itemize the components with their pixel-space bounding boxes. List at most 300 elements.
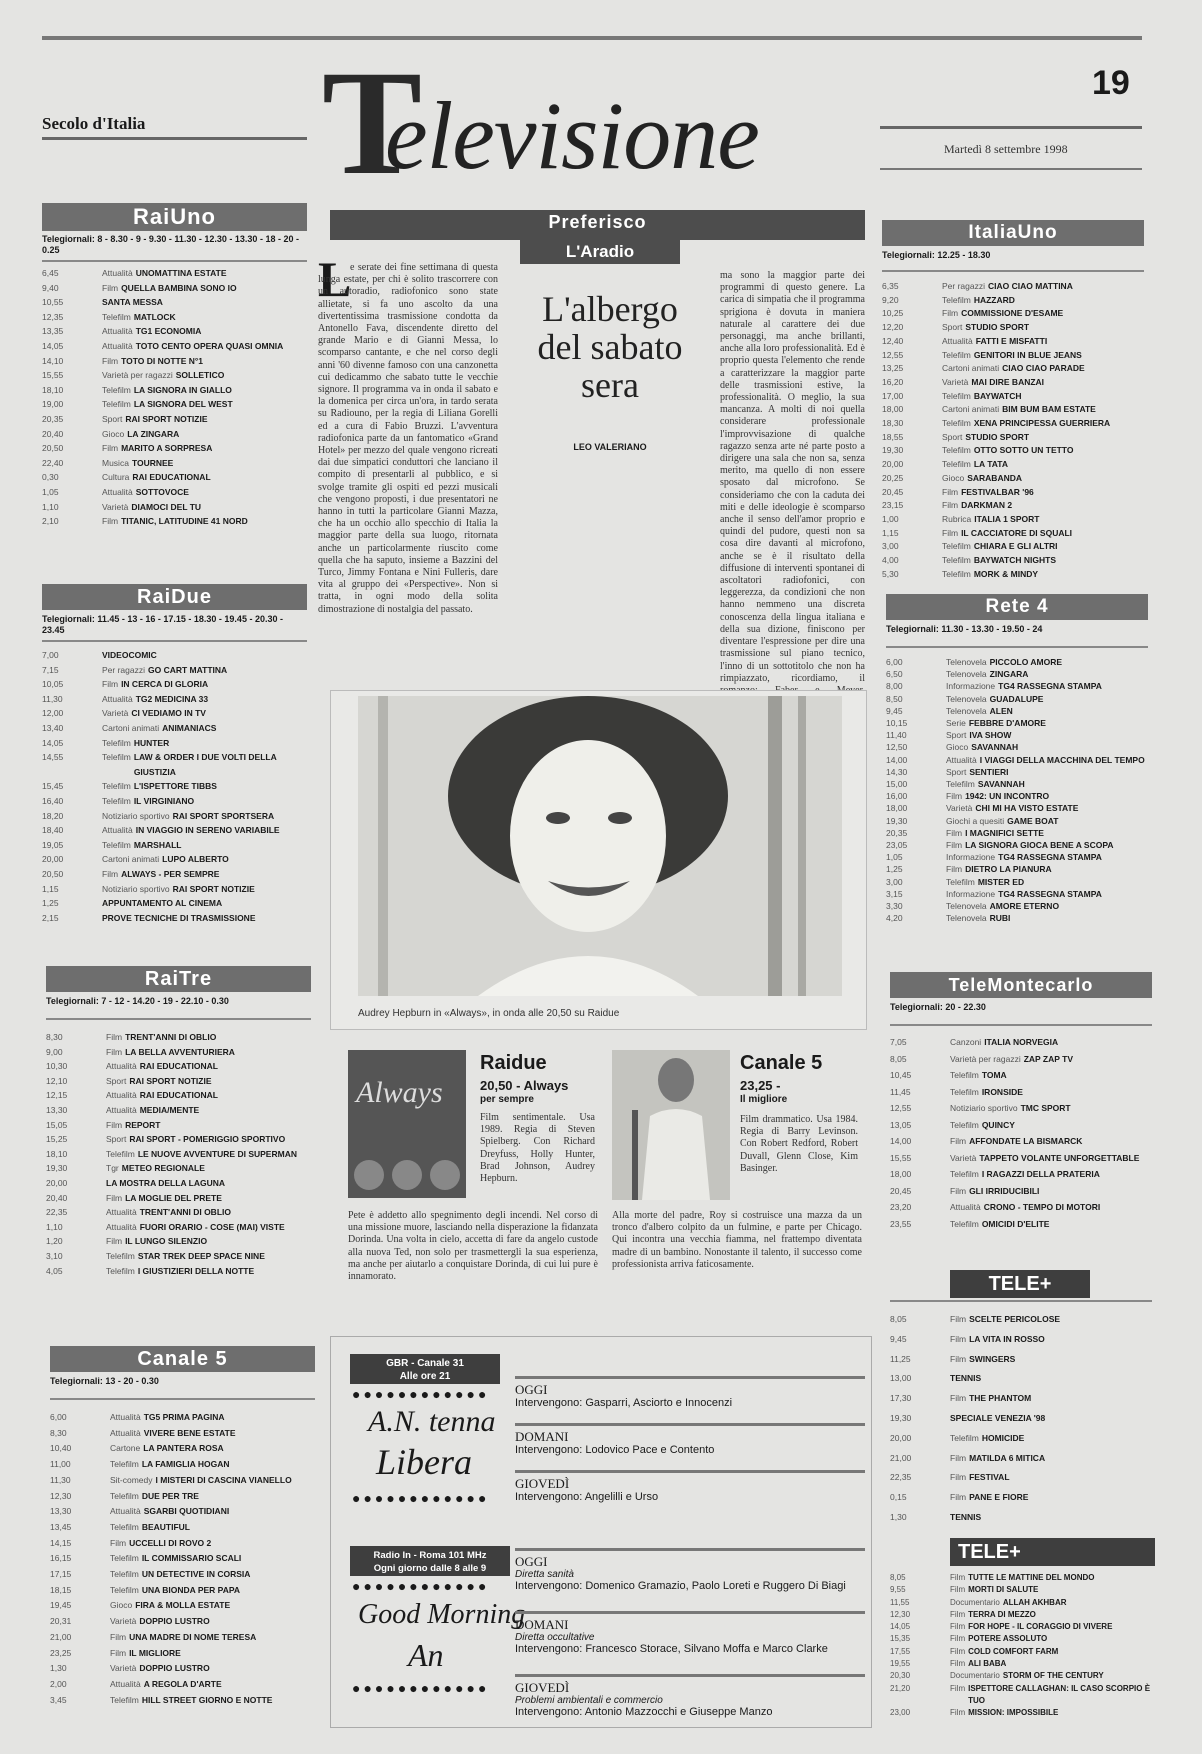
schedule-genre: Film: [946, 864, 963, 875]
schedule-title: BEAUTIFUL: [141, 1521, 190, 1532]
schedule-genre: Cartoni animati: [942, 363, 1000, 374]
schedule-title: TOURNEE: [131, 457, 174, 468]
schedule-title: PICCOLO AMORE: [989, 657, 1063, 667]
schedule-genre: Varietà: [102, 708, 129, 719]
schedule-row: [890, 1067, 1160, 1084]
schedule-row: [42, 514, 312, 529]
schedule-title: L'ISPETTORE TIBBS: [133, 781, 217, 792]
schedule-title: I RAGAZZI DELLA PRATERIA: [981, 1169, 1100, 1179]
schedule-row: [890, 1389, 1160, 1409]
schedule-time: 3,15: [886, 888, 903, 899]
rete4-header: Rete 4: [886, 594, 1148, 620]
schedule-row: [882, 554, 1152, 568]
schedule-time: 11,30: [42, 693, 63, 704]
schedule-time: 18,30: [882, 418, 904, 429]
schedule-time: 11,55: [890, 1597, 910, 1607]
ad2-logo-line1: Good Morning: [358, 1599, 526, 1630]
schedule-row: [890, 1183, 1160, 1200]
schedule-time: 19,30: [882, 445, 904, 456]
schedule-genre: Serie: [946, 718, 966, 729]
schedule-genre: Film: [942, 500, 959, 511]
schedule-title: MORTI DI SALUTE: [968, 1585, 1039, 1595]
schedule-row: [42, 750, 312, 779]
schedule-genre: Gioco: [102, 428, 125, 439]
schedule-title: THE PHANTOM: [969, 1393, 1032, 1404]
schedule-row: [50, 1473, 320, 1489]
schedule-genre: Informazione: [946, 888, 996, 899]
schedule-title: OMICIDI D'ELITE: [981, 1218, 1050, 1229]
schedule-row: [882, 335, 1152, 349]
schedule-genre: Per ragazzi: [102, 664, 145, 675]
schedule-time: 9,45: [886, 705, 903, 716]
schedule-row: [890, 1310, 1160, 1330]
schedule-genre: Film: [950, 1646, 966, 1656]
schedule-title: TG4 RASSEGNA STAMPA: [998, 852, 1102, 863]
schedule-title: MISSION: IMPOSSIBILE: [968, 1708, 1059, 1718]
schedule-row: [50, 1614, 320, 1630]
schedule-time: 20,50: [42, 443, 64, 454]
highlight1-body2: Pete è addetto allo spegnimento degli incendi. Nel corso di una missione muore, lasciando nella disperazione la fidanzata Dorinda. Una volta in cielo, accetta di fare da angelo custode alla nuova Ted, non solo per trasmettergli la sua esperienza, ma anche per aiutarlo a conquistare Dorinda, di cui lui pure è innamorato.: [348, 1210, 598, 1283]
schedule-title: LA SIGNORA IN GIALLO: [133, 384, 232, 395]
schedule-row: [890, 1350, 1160, 1370]
schedule-time: 13,45: [50, 1521, 72, 1532]
schedule-genre: Telefilm: [106, 1148, 135, 1159]
schedule-row: [886, 827, 1156, 839]
schedule-genre: Sport: [946, 730, 967, 741]
canale5-header: Canale 5: [50, 1346, 315, 1372]
schedule-row: [886, 802, 1156, 814]
raitre-tg: Telegiornali: 7 - 12 - 14.20 - 19 - 22.10 - 0.30: [46, 996, 229, 1006]
schedule-title: BAYWATCH: [973, 390, 1022, 401]
schedule-genre: Film: [950, 1136, 967, 1146]
schedule-title: RAI SPORT - POMERIGGIO SPORTIVO: [129, 1134, 286, 1145]
schedule-title: GENITORI IN BLUE JEANS: [973, 349, 1082, 360]
schedule-time: 14,15: [50, 1537, 72, 1548]
schedule-row: [50, 1410, 320, 1426]
schedule-genre: Film: [110, 1631, 127, 1642]
raiuno-schedule: [42, 266, 312, 529]
schedule-title: RAI SPORT SPORTSERA: [172, 810, 275, 821]
schedule-row: [50, 1677, 320, 1693]
schedule-row: [890, 1133, 1160, 1150]
schedule-time: 1,10: [46, 1221, 63, 1232]
schedule-genre: Film: [950, 1314, 967, 1324]
schedule-time: 18,55: [882, 431, 904, 442]
schedule-time: 6,45: [42, 268, 59, 278]
poster-face-1: [354, 1160, 384, 1190]
schedule-row: [42, 368, 312, 383]
schedule-row: [42, 779, 312, 794]
schedule-title: FATTI E MISFATTI: [975, 335, 1048, 346]
schedule-time: 1,15: [882, 527, 899, 538]
schedule-row: [882, 568, 1152, 582]
article-col2: ma sono la maggior parte dei programmi di questo genere. La carica di simpatia che il programma sprigiona è dovuta in maniera naturale al carattere dei due personaggi, ma anche brillanti, anche alla loro professionalità. Ed è proprio questa l'elemento che rende a caratterizzare la maggior parte delle trasmissioni estive, la professionalità. O meglio, la sua mancanza. A molti di noi quella considerare professionale l'improvvisazione di qualche ragazzo senza arte né parte posto a dirigere una sala che non sa, senza merito, ma quello di non essere sposato dal microfono. Se consideriamo che con la caduta dei miti e delle ideologie è scomparso anche il senso dell'amor proprio e quindi del pudore, questi non sa cosa dire davanti al microfono, anche se è il risultato della diffusione di interventi spontanei di ascoltatori radiofonici, con leggerezza, da condizioni che non hanno nemmeno una discreta conoscenza della lingua italiana e della sua dizione, finiscono per diventare l'espressione per dire una trasmissione sul piano tecnico, l'inno di un sottotitolo che non ha rimpiazzato, ricordiamo, il: [720, 270, 865, 684]
schedule-title: UNOMATTINA ESTATE: [135, 268, 227, 278]
schedule-row: [886, 912, 1156, 924]
schedule-title: TRENT'ANNI DI OBLIO: [139, 1207, 231, 1218]
schedule-title: RAI EDUCATIONAL: [132, 472, 211, 483]
ad-day-block: [515, 1376, 865, 1421]
ad-day-guests: Intervengono: Francesco Storace, Silvano Moffa e Marco Clarke: [515, 1643, 828, 1655]
schedule-row: [886, 729, 1156, 741]
schedule-time: 19,30: [890, 1412, 912, 1423]
schedule-title: I GIUSTIZIERI DELLA NOTTE: [137, 1265, 255, 1276]
schedule-row: [882, 527, 1152, 541]
ad-day-guests: Intervengono: Antonio Mazzocchi e Giuseppe Manzo: [515, 1706, 773, 1718]
schedule-title: ITALIA NORVEGIA: [984, 1037, 1059, 1047]
schedule-genre: Telefilm: [106, 1250, 135, 1261]
schedule-row: [890, 1633, 1160, 1645]
schedule-title: MORK & MINDY: [973, 568, 1039, 579]
schedule-row: [50, 1426, 320, 1442]
schedule-row: [890, 1034, 1160, 1051]
schedule-row: [42, 794, 312, 809]
schedule-row: [42, 470, 312, 485]
highlight1-body: Film sentimentale. Usa 1989. Regia di Steven Spielberg. Con Richard Dreyfuss, Holly Hunter, Brad Johnson, Audrey Hepburn.: [480, 1112, 595, 1185]
schedule-genre: Telefilm: [950, 1086, 979, 1097]
schedule-row: [886, 754, 1156, 766]
schedule-genre: Telenovela: [946, 705, 987, 716]
schedule-time: 23,00: [890, 1708, 911, 1718]
schedule-genre: Attualità: [102, 268, 133, 278]
schedule-time: 4,05: [46, 1265, 63, 1276]
schedule-time: 16,15: [50, 1553, 72, 1564]
italiauno-header: ItaliaUno: [882, 220, 1144, 246]
schedule-time: 14,00: [890, 1136, 912, 1146]
schedule-title: PANE E FIORE: [969, 1492, 1029, 1503]
schedule-genre: Film: [950, 1333, 967, 1344]
schedule-row: [882, 280, 1152, 294]
schedule-genre: Attualità: [110, 1506, 141, 1517]
schedule-genre: Film: [942, 486, 959, 497]
schedule-time: 22,35: [46, 1207, 68, 1218]
schedule-row: [886, 900, 1156, 912]
schedule-row: [50, 1661, 320, 1677]
schedule-genre: Telefilm: [102, 839, 131, 850]
schedule-row: [42, 648, 312, 663]
schedule-genre: Attualità: [106, 1207, 137, 1218]
schedule-title: LUPO ALBERTO: [162, 854, 229, 865]
schedule-title: TOMA: [981, 1070, 1007, 1080]
ad-day-label: GIOVEDÌ: [515, 1476, 570, 1491]
schedule-genre: Gioco: [946, 742, 969, 753]
schedule-row: [886, 668, 1156, 680]
audrey-hepburn-photo: [358, 696, 842, 996]
schedule-time: 15,35: [890, 1634, 911, 1644]
always-poster: [348, 1050, 466, 1198]
schedule-genre: Telefilm: [942, 555, 971, 566]
italiauno-tg: Telegiornali: 12.25 - 18.30: [882, 250, 991, 260]
schedule-title: 1942: UN INCONTRO: [965, 791, 1050, 802]
schedule-time: 20,00: [42, 854, 64, 865]
schedule-time: 8,30: [50, 1427, 67, 1438]
schedule-time: 9,55: [890, 1585, 906, 1595]
section-title: elevisione: [385, 82, 759, 189]
schedule-time: 23,25: [50, 1647, 72, 1658]
schedule-row: [890, 1670, 1160, 1682]
schedule-row: [882, 417, 1152, 431]
poster-face-3: [430, 1160, 460, 1190]
schedule-time: 3,45: [50, 1694, 67, 1705]
schedule-genre: Telefilm: [102, 399, 131, 410]
schedule-genre: Telenovela: [946, 693, 987, 704]
schedule-row: [890, 1683, 1160, 1708]
ad-day-guests: Intervengono: Angelilli e Urso: [515, 1491, 659, 1503]
schedule-title: TRENT'ANNI DI OBLIO: [125, 1032, 217, 1042]
schedule-row: [50, 1441, 320, 1457]
schedule-genre: Film: [102, 868, 119, 879]
schedule-title: ALLAH AKHBAR: [1002, 1597, 1067, 1607]
schedule-time: 12,50: [886, 742, 908, 753]
schedule-row: [42, 911, 312, 926]
schedule-genre: Notiziario sportivo: [102, 883, 170, 894]
schedule-row: [42, 809, 312, 824]
schedule-title: MATILDA 6 MITICA: [969, 1452, 1046, 1463]
schedule-title: MATLOCK: [133, 311, 176, 322]
schedule-time: 1,05: [42, 486, 59, 497]
schedule-title: ZAP ZAP TV: [1023, 1053, 1073, 1064]
schedule-genre: Tgr: [106, 1163, 119, 1174]
paper-name: Secolo d'Italia: [42, 114, 146, 133]
schedule-genre: Attualità: [102, 693, 133, 704]
schedule-row: [890, 1508, 1160, 1528]
schedule-row: [886, 839, 1156, 851]
schedule-title: UCCELLI DI ROVO 2: [129, 1537, 212, 1548]
schedule-row: [886, 741, 1156, 753]
poster-face-2: [392, 1160, 422, 1190]
schedule-genre: Telefilm: [950, 1432, 979, 1443]
schedule-time: 21,00: [50, 1631, 72, 1642]
raiuno-rule: [42, 260, 307, 262]
highlight1-subtitle: per sempre: [480, 1094, 534, 1105]
schedule-row: [46, 1030, 316, 1045]
schedule-time: 16,40: [42, 795, 64, 806]
schedule-title: LA SIGNORA GIOCA BENE A SCOPA: [965, 840, 1114, 851]
schedule-title: FEBBRE D'AMORE: [968, 718, 1046, 729]
schedule-title: LA ZINGARA: [127, 428, 180, 439]
schedule-title: ALEN: [989, 705, 1013, 716]
schedule-time: 20,25: [882, 472, 904, 483]
schedule-row: [50, 1583, 320, 1599]
highlight2-time: 23,25 -: [740, 1078, 781, 1093]
ad1-logo-line2: Libera: [376, 1442, 473, 1482]
schedule-title: DOPPIO LUSTRO: [139, 1616, 210, 1627]
schedule-genre: Varietà per ragazzi: [102, 370, 173, 381]
kicker-line1: Preferisco: [548, 212, 647, 232]
schedule-row: [46, 1176, 316, 1191]
schedule-title: MEDIA/MENTE: [139, 1104, 200, 1115]
schedule-genre: Cartoni animati: [942, 404, 1000, 415]
schedule-title: LA MOGLIE DEL PRETE: [125, 1192, 222, 1203]
raidue-schedule: [42, 648, 312, 925]
schedule-row: [886, 680, 1156, 692]
schedule-time: 13,40: [42, 722, 64, 733]
page-date: Martedì 8 settembre 1998: [944, 142, 1068, 156]
schedule-row: [42, 692, 312, 707]
schedule-time: 7,15: [42, 664, 59, 675]
schedule-time: 15,55: [890, 1152, 912, 1163]
photo-caption: Audrey Hepburn in «Always», in onda alle 20,50 su Raidue: [358, 1008, 620, 1019]
schedule-title: IRONSIDE: [981, 1086, 1023, 1097]
schedule-genre: Film: [946, 791, 963, 802]
schedule-title: SCELTE PERICOLOSE: [969, 1314, 1061, 1324]
schedule-row: [42, 427, 312, 442]
schedule-title: IL LUNGO SILENZIO: [125, 1236, 208, 1247]
schedule-time: 4,00: [882, 555, 899, 566]
schedule-row: [886, 876, 1156, 888]
schedule-title: IL MIGLIORE: [129, 1647, 181, 1658]
ad-day-block: [515, 1548, 865, 1609]
schedule-row: [886, 656, 1156, 668]
schedule-row: [46, 1074, 316, 1089]
schedule-row: [50, 1489, 320, 1505]
schedule-time: 12,55: [882, 349, 904, 360]
schedule-time: 3,00: [882, 541, 899, 552]
schedule-genre: Film: [950, 1452, 967, 1463]
schedule-title: SPECIALE VENEZIA '98: [950, 1412, 1046, 1423]
schedule-title: RAI EDUCATIONAL: [139, 1061, 218, 1072]
schedule-title: IL CACCIATORE DI SQUALI: [961, 527, 1073, 538]
schedule-genre: Rubrica: [942, 513, 972, 524]
schedule-title: IN VIAGGIO IN SERENO VARIABILE: [135, 825, 280, 836]
schedule-genre: Gioco: [942, 472, 965, 483]
schedule-genre: Telefilm: [942, 568, 971, 579]
schedule-time: 14,30: [886, 766, 908, 777]
raidue-rule: [42, 640, 307, 642]
schedule-time: 19,05: [42, 839, 64, 850]
schedule-time: 2,15: [42, 912, 59, 923]
schedule-genre: Attualità: [110, 1427, 141, 1438]
article-author: LEO VALERIANO: [573, 442, 647, 452]
schedule-title: TG4 RASSEGNA STAMPA: [998, 681, 1102, 692]
schedule-title: TERRA DI MEZZO: [968, 1609, 1036, 1619]
schedule-title: TUTTE LE MATTINE DEL MONDO: [968, 1573, 1095, 1582]
schedule-row: [882, 307, 1152, 321]
rete4-tg: Telegiornali: 11.30 - 13.30 - 19.50 - 24: [886, 624, 1043, 634]
teleplus1-rule: [890, 1300, 1152, 1302]
schedule-row: [46, 1234, 316, 1249]
schedule-row: [886, 778, 1156, 790]
schedule-genre: Film: [102, 355, 119, 366]
ad2-header-line1: Radio In - Roma 101 MHz: [373, 1550, 487, 1561]
tmc-header: TeleMontecarlo: [890, 972, 1152, 998]
ad2-logo-line2: An: [408, 1637, 444, 1673]
schedule-genre: Attualità: [946, 754, 977, 765]
schedule-row: [890, 1117, 1160, 1134]
schedule-genre: Attualità: [950, 1202, 981, 1212]
article-col1-top: e serate dei fine settimana di questa lunga estate, per chi è solito trascorrere con un autoradio, radiofonico sono state allietate, si fa uno ascolto da una divertentissima trasmissione condotta da Antonello Fava, discendente diretto del grande Mario e di Gianni Messa, lo scomparso cantante, e che nel corso degli anni '60 divenne famoso con una canzonetta cui dedicammo che sabato tutte le vecchie signore. Il programma va in onda il sabato e la domenica per circa un'ora, in tardo serata su Radiouno, per la regia di Liliana Gorelli ed a cura di Fabio Bruzzi. L'avventura radiofonica parte da un fantomatico «Grand Hotel» per mezzo del quale vengono ricreati dai due simpatici conduttori che lanciano il compito di presentarli al pubblico, e si svolge tramite gli ospiti ed pezzi musicali che vengono proposti, i due presentatori ne hanno in tutti la particolare Gianni Mazza, che ha un occhio allo specchio di Italia la maggior parte della sua luogo, ritornata anche un particolarmente riuscito come quella che ha saputo, insieme a Bazzini del Turco, Jimmy Fontana e Nini Fulleris, dare vita al gruppo dei «Perspective». Non si tratta, in ogni modo della solita dimostrazione di nostalgia del passato.: [318, 262, 498, 615]
schedule-genre: Attualità: [102, 486, 133, 497]
schedule-row: [882, 486, 1152, 500]
schedule-row: [50, 1520, 320, 1536]
schedule-time: 12,30: [50, 1490, 72, 1501]
ad-day-topic: Problemi ambientali e commercio: [515, 1695, 663, 1706]
schedule-title: MISTER ED: [977, 876, 1025, 887]
schedule-time: 17,15: [50, 1569, 72, 1580]
schedule-title: TMC SPORT: [1020, 1103, 1071, 1113]
ad2-days: [515, 1548, 865, 1737]
schedule-time: 7,00: [42, 650, 59, 660]
schedule-time: 12,10: [46, 1075, 68, 1086]
schedule-time: 16,20: [882, 376, 904, 387]
schedule-row: [42, 485, 312, 500]
schedule-row: [890, 1468, 1160, 1488]
schedule-genre: Telefilm: [942, 541, 971, 552]
schedule-row: [46, 1103, 316, 1118]
schedule-genre: Telefilm: [946, 779, 975, 790]
teleplus2-header: TELE+: [950, 1538, 1155, 1566]
schedule-title: OTTO SOTTO UN TETTO: [973, 445, 1074, 456]
schedule-title: AMORE ETERNO: [989, 901, 1060, 912]
schedule-row: [46, 1220, 316, 1235]
canale5-rule: [50, 1398, 315, 1400]
schedule-title: PROVE TECNICHE DI TRASMISSIONE: [102, 912, 256, 923]
schedule-row: [890, 1199, 1160, 1216]
schedule-title: A REGOLA D'ARTE: [143, 1678, 222, 1689]
schedule-row: [890, 1488, 1160, 1508]
schedule-time: 14,05: [890, 1622, 911, 1632]
ad-day-label: DOMANI: [515, 1429, 569, 1444]
schedule-title: TG4 RASSEGNA STAMPA: [998, 888, 1102, 899]
schedule-genre: Film: [950, 1492, 967, 1503]
schedule-time: 9,00: [46, 1046, 63, 1057]
schedule-time: 13,30: [50, 1506, 72, 1517]
schedule-title: MARITO A SORPRESA: [121, 443, 213, 454]
schedule-title: HAZZARD: [973, 294, 1015, 305]
schedule-time: 20,00: [46, 1177, 68, 1188]
schedule-time: 8,05: [890, 1053, 907, 1064]
schedule-title: QUELLA BAMBINA SONO IO: [121, 282, 237, 293]
article-dropcap: L: [318, 251, 352, 307]
schedule-row: [886, 888, 1156, 900]
schedule-row: [50, 1646, 320, 1662]
schedule-title: ANIMANIACS: [162, 722, 217, 733]
schedule-row: [46, 1249, 316, 1264]
schedule-time: 5,30: [882, 568, 899, 579]
schedule-time: 12,55: [890, 1103, 912, 1113]
schedule-title: IL COMMISSARIO SCALI: [141, 1553, 242, 1564]
schedule-row: [50, 1630, 320, 1646]
schedule-genre: Attualità: [110, 1678, 141, 1689]
canale5-tg: Telegiornali: 13 - 20 - 0.30: [50, 1376, 159, 1386]
schedule-row: [882, 403, 1152, 417]
italiauno-rule: [882, 270, 1144, 272]
schedule-row: [46, 1147, 316, 1162]
schedule-genre: Telefilm: [942, 390, 971, 401]
schedule-title: MARSHALL: [133, 839, 182, 850]
schedule-title: I MISTERI DI CASCINA VIANELLO: [155, 1474, 292, 1485]
schedule-time: 12,20: [882, 322, 904, 333]
schedule-title: TENNIS: [950, 1511, 982, 1522]
masthead-rule-right2: [880, 168, 1142, 170]
poster-title: Always: [356, 1076, 443, 1109]
schedule-row: [42, 281, 312, 296]
schedule-row: [890, 1621, 1160, 1633]
schedule-row: [882, 472, 1152, 486]
schedule-genre: Film: [950, 1708, 966, 1718]
schedule-title: LAW & ORDER I DUE VOLTI DELLA GIUSTIZIA: [133, 752, 277, 777]
schedule-time: 1,05: [886, 852, 903, 863]
schedule-row: [46, 1264, 316, 1279]
ad1-logo-line1: A.N. tenna: [368, 1405, 496, 1438]
schedule-row: [50, 1536, 320, 1552]
tmc-schedule: [890, 1034, 1160, 1232]
section-title-initial: T: [322, 40, 423, 206]
schedule-time: 17,00: [882, 390, 904, 401]
schedule-genre: Telefilm: [942, 294, 971, 305]
schedule-row: [42, 823, 312, 838]
schedule-time: 13,30: [46, 1104, 68, 1115]
